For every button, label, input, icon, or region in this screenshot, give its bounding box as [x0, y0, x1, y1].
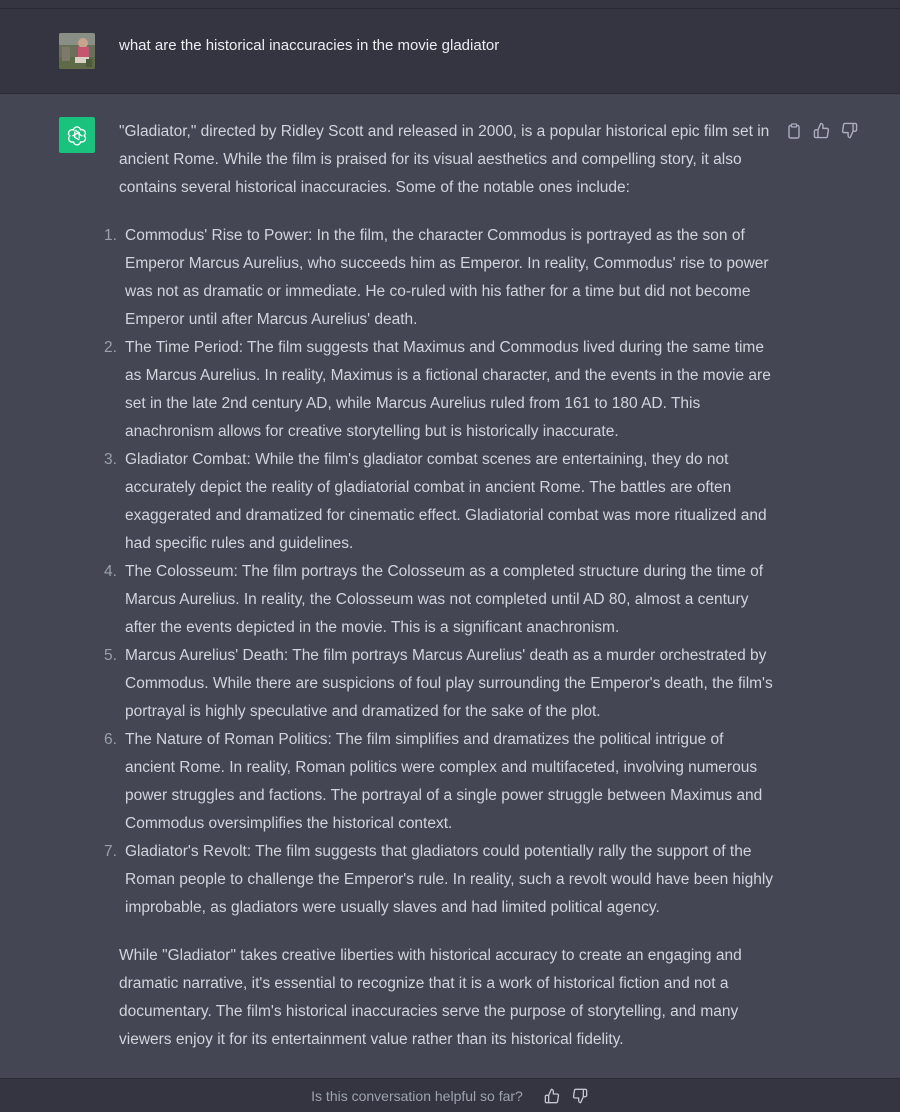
- copy-button[interactable]: [784, 121, 803, 140]
- user-message-row: [0, 9, 900, 94]
- list-number: 2.: [104, 339, 117, 356]
- list-item: [104, 558, 774, 642]
- list-item-text: The Colosseum: The film portrays the Colosseum as a completed structure during the time of Marcus Aurelius. In reality, the Colosseum was not completed until AD 80, almost a century after the events depicted in the movie. This is a significant anachronism.: [125, 563, 764, 636]
- assistant-answer: [104, 118, 774, 1054]
- list-item-text: Marcus Aurelius' Death: The film portrays Marcus Aurelius' death as a murder orchestrated by Commodus. While there are suspicions of foul play surrounding the Emperor's death, the film's portrayal is highly speculative and dramatized for the sake of the plot.: [125, 647, 773, 720]
- list-item: [104, 726, 774, 838]
- openai-logo-icon: [66, 124, 88, 146]
- list-item-text: The Nature of Roman Politics: The film simplifies and dramatizes the political intrigue of ancient Rome. In reality, Roman politics were complex and multifaceted, involving numerous power struggles and factions. The portrayal of a single power struggle between Maximus and Commodus oversimplifies the historical context.: [125, 731, 763, 832]
- list-item-text: Gladiator Combat: While the film's gladiator combat scenes are entertaining, they do not accurately depict the reality of gladiatorial combat in ancient Rome. The battles are often exaggerated and dramatized for cinematic effect. Gladiatorial combat was more ritualized and had specific rules and guidelines.: [125, 451, 767, 552]
- list-item: [104, 446, 774, 558]
- list-number: 4.: [104, 563, 117, 580]
- list-item: [104, 334, 774, 446]
- answer-intro: "Gladiator," directed by Ridley Scott and released in 2000, is a popular historical epic film set in ancient Rome. While the film is praised for its visual aesthetics and compelling story, it also contains several historical inaccuracies. Some of the notable ones include:: [119, 123, 770, 196]
- list-item: [104, 642, 774, 726]
- list-number: 3.: [104, 451, 117, 468]
- thumbs-down-icon: [841, 122, 858, 139]
- top-bar: [0, 0, 900, 9]
- list-item-text: The Time Period: The film suggests that Maximus and Commodus lived during the same time as Marcus Aurelius. In reality, Maximus is a fictional character, and the events in the movie are set in the late 2nd century AD, while Marcus Aurelius ruled from 161 to 180 AD. This anachronism allows for creative storytelling but is historically inaccurate.: [125, 339, 771, 440]
- user-avatar: [59, 33, 95, 69]
- thumbs-down-button[interactable]: [840, 121, 859, 140]
- user-message-text: what are the historical inaccuracies in the movie gladiator: [119, 37, 500, 54]
- list-item-text: Gladiator's Revolt: The film suggests that gladiators could potentially rally the support of the Roman people to challenge the Emperor's rule. In reality, such a revolt would have been highly improbable, as gladiators were usually slaves and had limited political agency.: [125, 843, 774, 916]
- assistant-avatar: [59, 117, 95, 153]
- feedback-thumbs-down-button[interactable]: [571, 1087, 589, 1105]
- thumbs-up-icon: [813, 122, 830, 139]
- feedback-prompt: Is this conversation helpful so far?: [311, 1087, 523, 1104]
- feedback-thumbs-up-button[interactable]: [543, 1087, 561, 1105]
- list-item: [104, 222, 774, 334]
- list-number: 6.: [104, 731, 117, 748]
- inaccuracies-list: [104, 222, 774, 922]
- thumbs-down-icon: [572, 1088, 588, 1104]
- answer-conclusion: While "Gladiator" takes creative liberties with historical accuracy to create an engaging and dramatic narrative, it's essential to recognize that it is a work of historical fiction and not a documentary. The film's historical inaccuracies serve the purpose of storytelling, and many viewers enjoy it for its entertainment value rather than its historical fidelity.: [119, 947, 742, 1048]
- copy-icon: [787, 123, 801, 139]
- assistant-message-row: [0, 94, 900, 1078]
- message-actions: [784, 121, 859, 140]
- user-photo-avatar: [59, 33, 95, 69]
- thumbs-up-icon: [544, 1088, 560, 1104]
- list-number: 1.: [104, 227, 117, 244]
- thumbs-up-button[interactable]: [812, 121, 831, 140]
- list-number: 5.: [104, 647, 117, 664]
- list-item: [104, 838, 774, 922]
- list-item-text: Commodus' Rise to Power: In the film, the character Commodus is portrayed as the son of Emperor Marcus Aurelius, who succeeds him as Emperor. In reality, Commodus' rise to power was not as dramatic or immediate. He co-ruled with his father for a time but did not become Emperor until after Marcus Aurelius' death.: [125, 227, 769, 328]
- feedback-bar: [0, 1078, 900, 1112]
- list-number: 7.: [104, 843, 117, 860]
